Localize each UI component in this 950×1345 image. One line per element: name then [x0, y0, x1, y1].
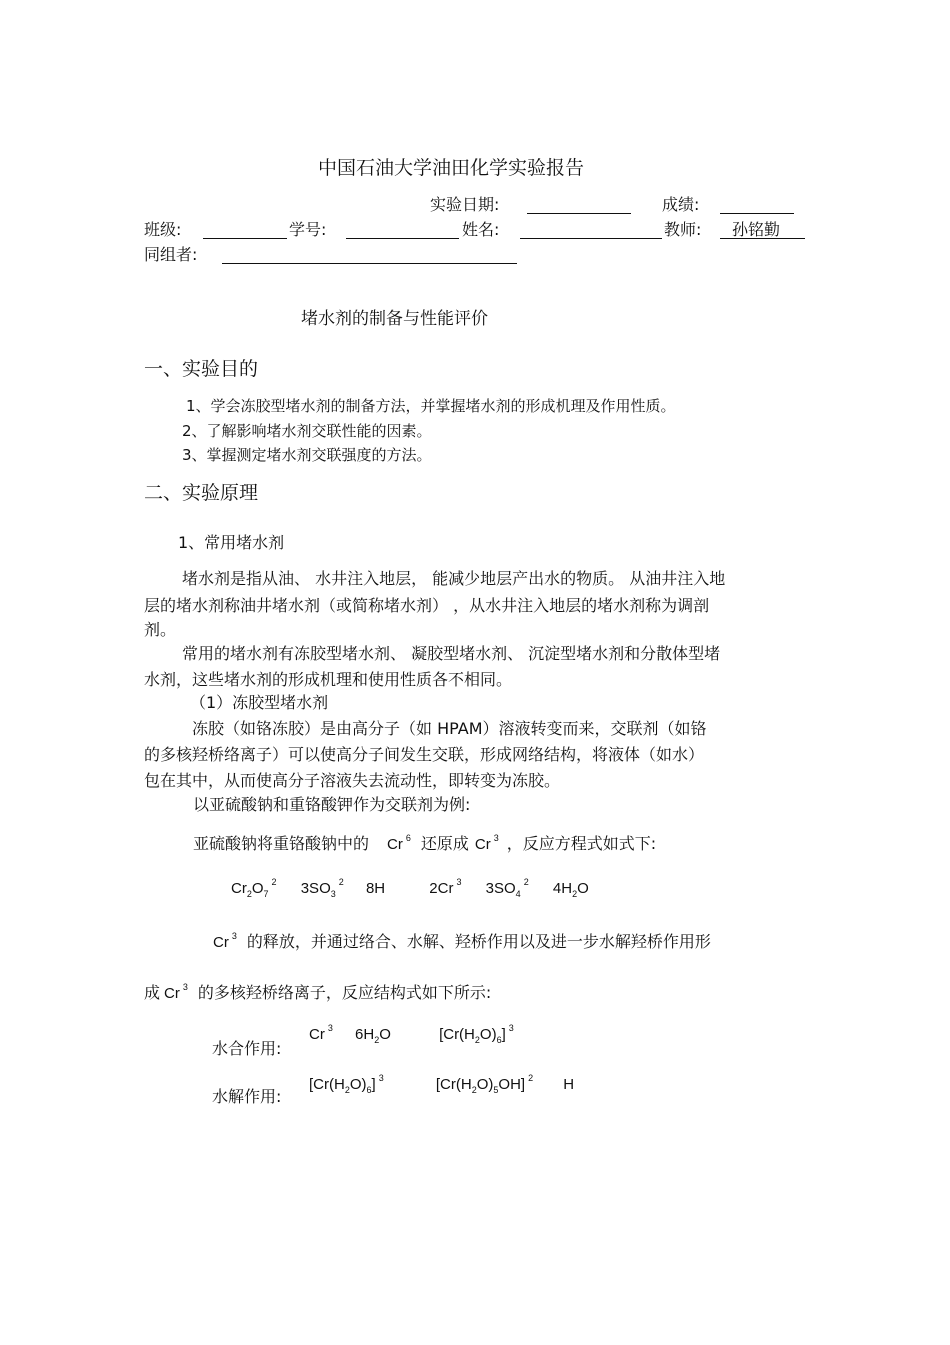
student-id-label: 学号:: [289, 220, 327, 239]
release-text2-a: 成: [144, 983, 161, 1002]
cr3-term: Cr $^3$: [309, 1023, 333, 1043]
reduction-text-c: ，反应方程式如式下:: [506, 834, 657, 853]
paragraph-definition: [144, 565, 824, 641]
date-label: 实验日期:: [430, 195, 500, 214]
group-field-line: [222, 263, 517, 264]
name-field-line: [520, 238, 662, 239]
aqua-complex-term: $[Cr(H_2O)_6]$ $^3$: [309, 1073, 384, 1095]
class-label: 班级:: [144, 220, 182, 239]
redox-equation: [231, 877, 589, 899]
reduction-text-b: 还原成: [420, 834, 469, 853]
cr3-charge: 3: [182, 982, 188, 992]
release-text2-b: 的多核羟桥络离子，反应结构式如下所示:: [197, 983, 492, 1002]
paragraph-line: 常用的堵水剂有冻胶型堵水剂、 凝胶型堵水剂、 沉淀型堵水剂和分散体型堵: [182, 644, 721, 663]
release-text: 的释放，并通过络合、水解、羟桥作用以及进一步水解羟桥作用形: [246, 932, 711, 951]
cr3-symbol: Cr: [164, 985, 180, 1002]
paragraph-line: 水剂，这些堵水剂的形成机理和使用性质各不相同。: [144, 670, 513, 689]
grade-label: 成绩:: [662, 195, 700, 214]
chromium3-term: 2Cr $^3$: [429, 877, 462, 897]
cr6-charge: 6: [405, 833, 411, 843]
hydrogen-term: 8H: [365, 880, 386, 897]
hydrolysis-equation: [309, 1073, 575, 1095]
reduction-text-a: 亚硫酸钠将重铬酸钠中的: [193, 834, 370, 853]
paragraph-types: [144, 640, 824, 692]
objective-item-2: 2、了解影响堵水剂交联性能的因素。: [182, 422, 432, 440]
aqua-complex-term: $[Cr(H_2O)_6]$ $^3$: [439, 1023, 514, 1045]
paragraph-line: 堵水剂是指从油、 水井注入地层， 能减少地层产出水的物质。 从油井注入地: [182, 569, 726, 588]
cr3-symbol: Cr: [213, 934, 229, 951]
paragraph-line: 冻胶（如铬冻胶）是由高分子（如 HPAM）溶液转变而来，交联剂（如铬: [192, 719, 707, 738]
group-label: 同组者:: [144, 245, 198, 264]
cr3-charge: 3: [231, 931, 237, 941]
paragraph-line: 剂。: [144, 620, 177, 639]
section2-heading: 二、实验原理: [144, 482, 259, 504]
release-line-2: [144, 983, 491, 1005]
doc-title: 堵水剂的制备与性能评价: [301, 309, 488, 329]
teacher-label: 教师:: [664, 220, 702, 239]
hydrogen-ion-term: H: [563, 1076, 575, 1093]
paragraph-line: 层的堵水剂称油井堵水剂（或简称堵水剂） ，从水井注入地层的堵水剂称为调剖: [144, 596, 710, 615]
cr3-symbol: Cr: [474, 836, 491, 853]
hydration-label: 水合作用:: [212, 1039, 282, 1058]
subsection-common-agents: 1、常用堵水剂: [178, 533, 285, 552]
hydroxo-complex-term: $[Cr(H_2O)_5OH]$ $^2$: [435, 1073, 534, 1095]
date-field-line: [527, 213, 631, 214]
dichromate-term: $Cr_2O_7^2$: [231, 877, 277, 899]
paragraph-line: 包在其中，从而使高分子溶液失去流动性，即转变为冻胶。: [144, 771, 561, 790]
name-label: 姓名:: [462, 220, 500, 239]
teacher-field-line: [720, 238, 805, 239]
objective-item-3: 3、掌握测定堵水剂交联强度的方法。: [182, 446, 432, 464]
paragraph-line: 的多核羟桥络离子）可以使高分子间发生交联，形成网络结构，将液体（如水）: [144, 745, 705, 764]
release-line-1: [213, 932, 711, 954]
section1-heading: 一、实验目的: [144, 358, 259, 380]
student-id-field-line: [346, 238, 459, 239]
reduction-sentence: [193, 834, 656, 856]
class-field-line: [203, 238, 287, 239]
cr6-symbol: Cr: [387, 836, 403, 853]
sulfite-term: $3SO_3^2$: [300, 877, 344, 899]
crosslinker-example: 以亚硫酸钠和重铬酸钾作为交联剂为例:: [193, 795, 471, 814]
grade-field-line: [720, 213, 794, 214]
report-title: 中国石油大学油田化学实验报告: [318, 157, 585, 179]
water-term: $4H_2O$: [552, 880, 589, 899]
water-term: $6H_2O$: [355, 1026, 391, 1045]
sulfate-term: $3SO_4^2$: [485, 877, 529, 899]
teacher-name: 孙铭勤: [732, 220, 781, 239]
hydration-equation: [309, 1023, 514, 1045]
cr3-charge: 3: [493, 833, 499, 843]
hydrolysis-label: 水解作用:: [212, 1087, 282, 1106]
paragraph-gel: [144, 716, 824, 794]
subsection-gel-type: （1）冻胶型堵水剂: [190, 693, 329, 712]
objective-item-1: 1、学会冻胶型堵水剂的制备方法，并掌握堵水剂的形成机理及作用性质。: [186, 397, 676, 415]
